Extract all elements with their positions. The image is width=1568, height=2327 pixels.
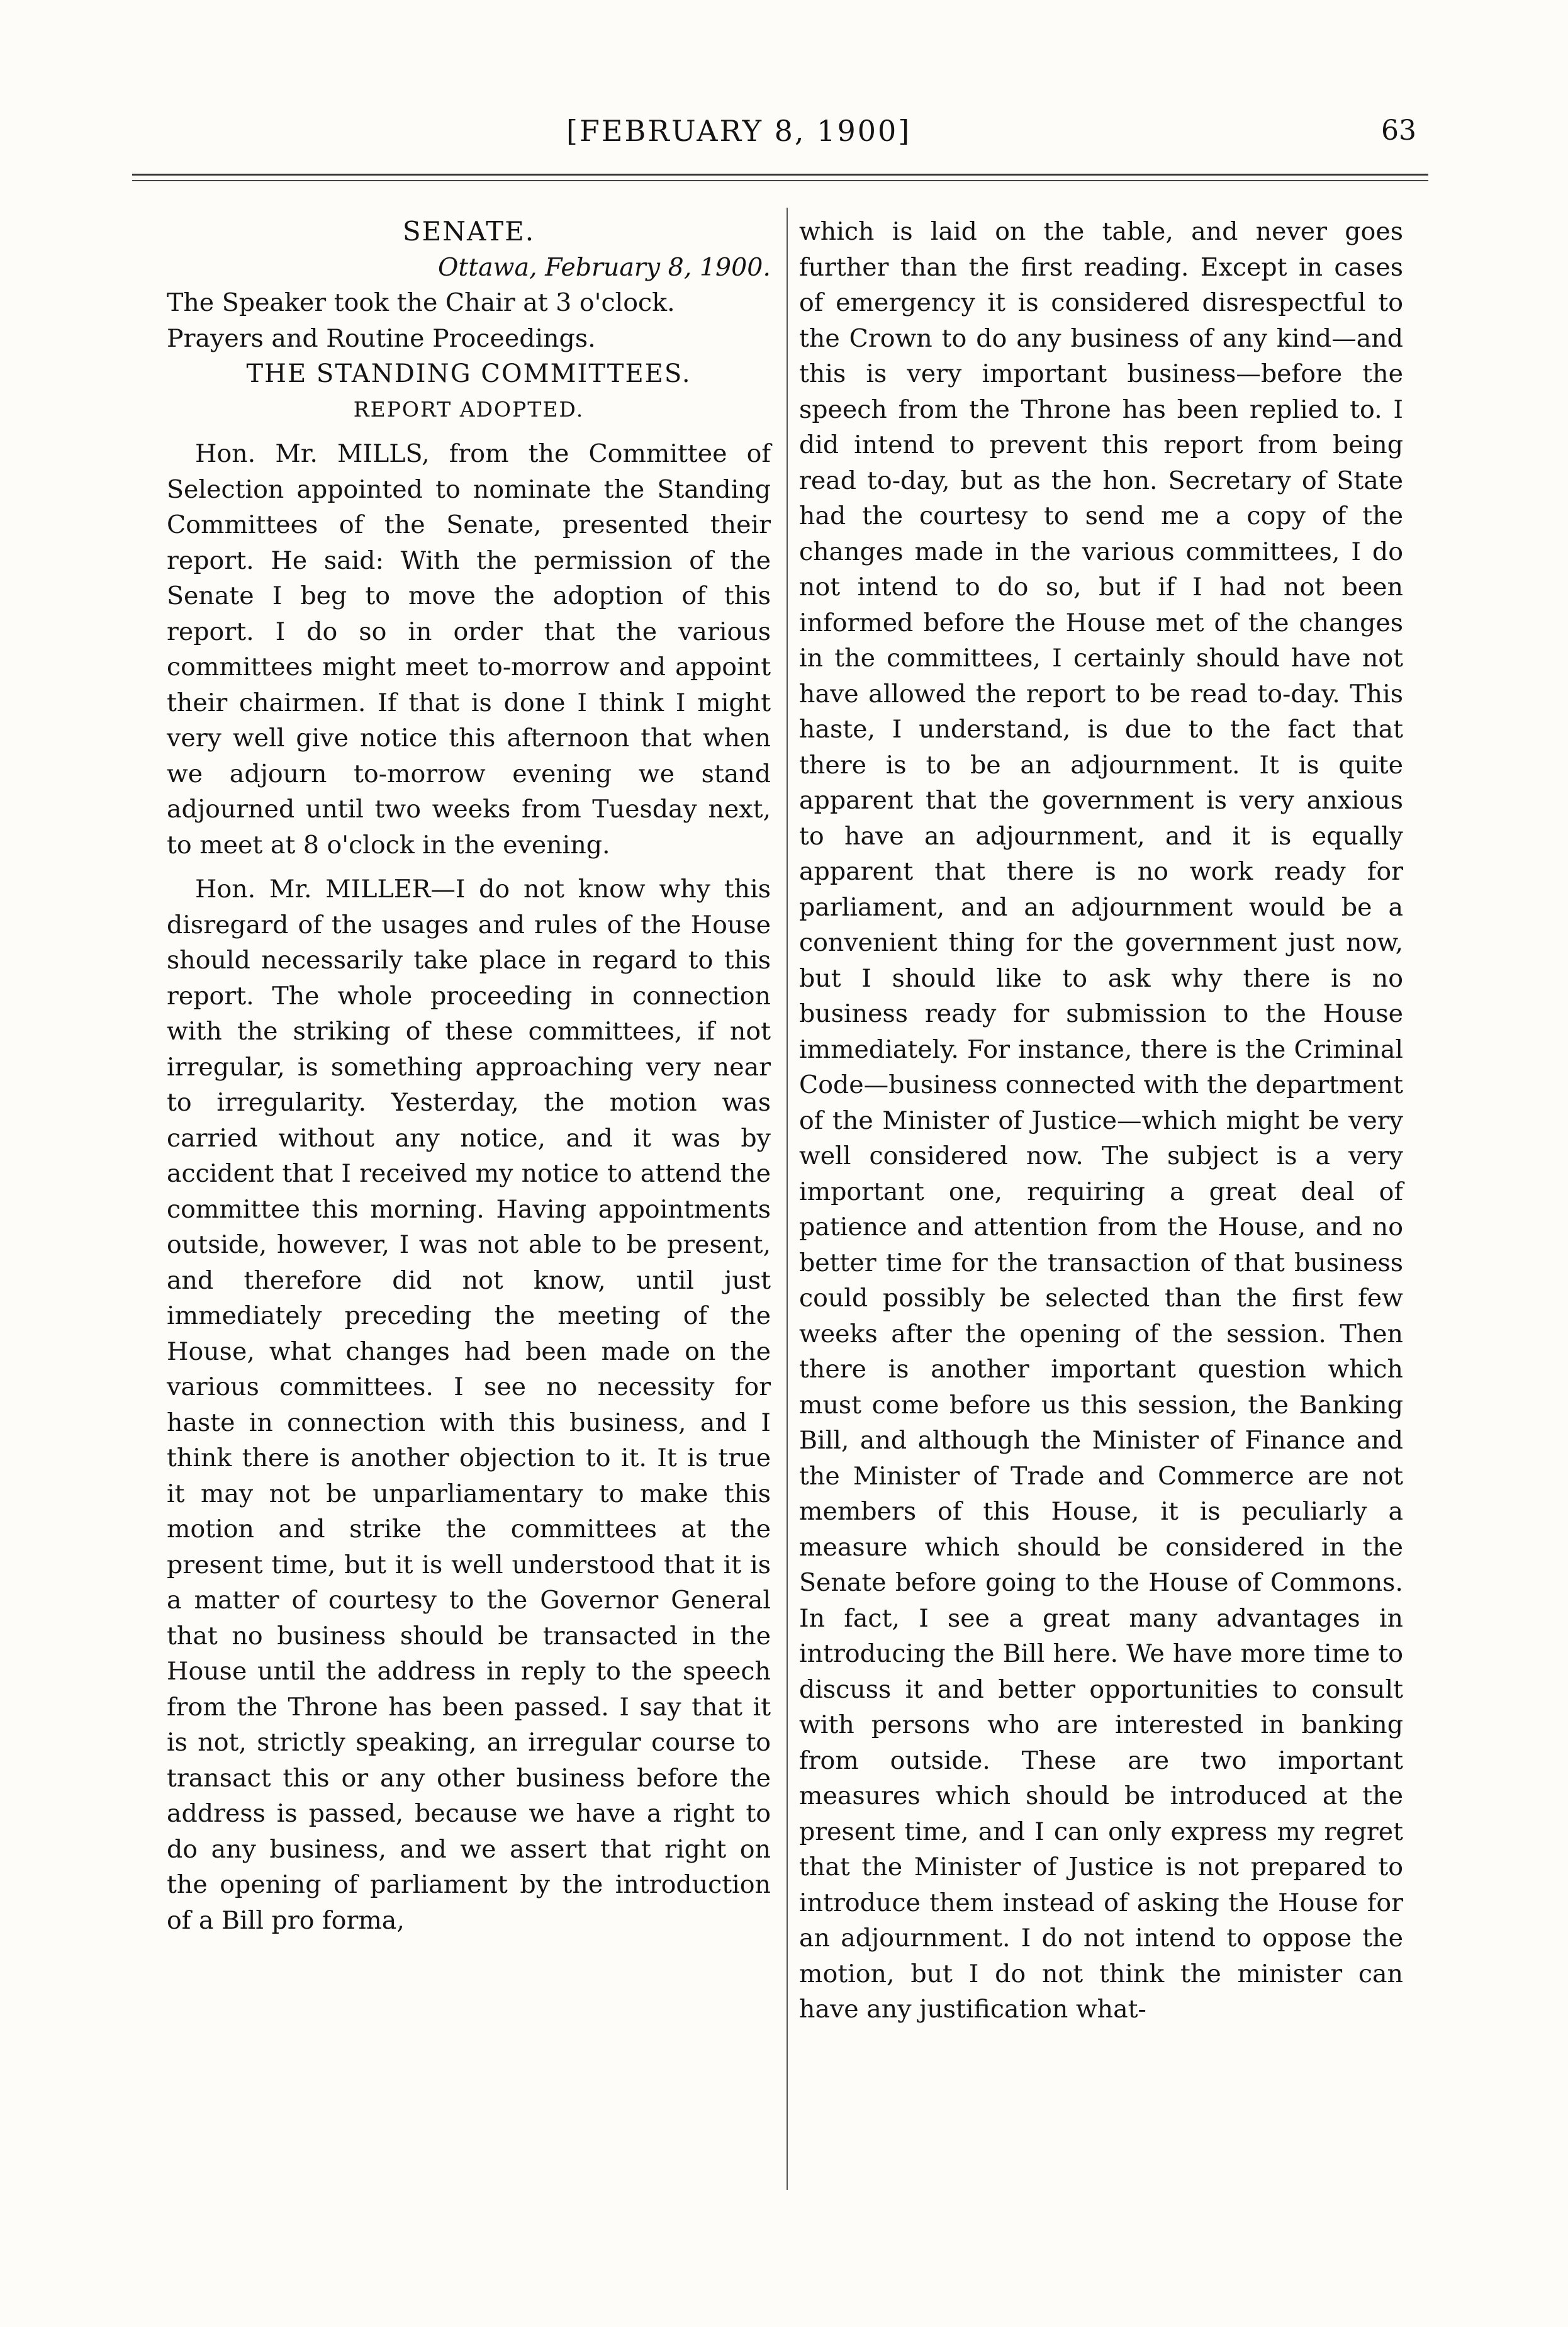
miller-continuation-paragraph: which is laid on the table, and never goes further than the first reading. Except in cases of emergency it is considered disrespectful to the Crown to do any business of any kind—and this is very important business—before the speech from the Throne has been replied to. I did intend to prevent this report from being read to-day, but as the hon. Secretary of State had the courtesy to send me a copy of the changes made in the various committees, I do not intend to do so, but if I had not been informed before the House met of the changes in the committees, I certainly should have not have allowed the report to be read to-day. This haste, I understand, is due to the fact that there is to be an adjournment. It is quite apparent that the government is very anxious to have an adjournment, and it is equally apparent that there is no work ready for parliament, and an adjournment would be a convenient thing for the government just now, but I should like to ask why there is no business ready for submission to the House immediately. For instance, there is the Criminal Code—business connected with the department of the Minister of Justice—which might be very well considered now. The subject is a very important one, requiring a great deal of patience and attention from the House, and no better time for the transaction of that business could possibly be selected than the first few weeks after the opening of the session. Then there is another important question which must come before us this session, the Banking Bill, and although the Minister of Finance and the Minister of Trade and Commerce are not members of this House, it is peculiarly a measure which should be considered in the Senate before going to the House of Commons. In fact, I see a great many advantages in introducing the Bill here. We have more time to discuss it and better opportunities to consult with persons who are interested in banking from outside. These are two important measures which should be introduced at the present time, and I can only express my regret that the Minister of Justice is not prepared to introduce them instead of asking the House for an adjournment. I do not intend to oppose the motion, but I do not think the minister can have any justification what-	[799, 217, 1403, 2024]
prayers-line: Prayers and Routine Proceedings.	[167, 323, 596, 353]
header-date: [FEBRUARY 8, 1900]	[566, 114, 912, 148]
header-rule-secondary	[132, 180, 1428, 181]
dateline: Ottawa, February 8, 1900.	[437, 252, 771, 282]
chair-line: The Speaker took the Chair at 3 o'clock.	[167, 288, 675, 317]
left-column	[167, 214, 771, 1938]
header-rule	[132, 174, 1428, 176]
column-divider	[787, 208, 788, 2190]
miller-paragraph: Hon. Mr. MILLER—I do not know why this disregard of the usages and rules of the House should necessarily take place in regard to this report. The whole proceeding in connection with the striking of these committees, if not irregular, is something approaching very near to irregularity. Yesterday, the motion was carried without any notice, and it was by accident that I received my notice to attend the committee this morning. Having appointments outside, however, I was not able to be present, and therefore did not know, until just immediately preceding the meeting of the House, what changes had been made on the various committees. I see no necessity for haste in connection with this business, and I think there is another objection to it. It is true it may not be unparliamentary to make this motion and strike the committees at the present time, but it is well understood that it is a matter of courtesy to the Governor General that no business should be transacted in the House until the address in reply to the speech from the Throne has been passed. I say that it is not, strictly speaking, an irregular course to transact this or any other business before the address is passed, because we have a right to do any business, and we assert that right on the opening of parliament by the introduction of a Bill pro forma,	[167, 875, 771, 1935]
chamber-title: SENATE.	[402, 216, 535, 247]
section-heading: THE STANDING COMMITTEES.	[246, 359, 692, 388]
right-column	[799, 214, 1403, 2027]
mills-paragraph: Hon. Mr. MILLS, from the Committee of Selection appointed to nominate the Standing Committees of the Senate, presented their report. He said: With the permission of the Senate I beg to move the adoption of this report. I do so in order that the various committees might meet to-morrow and appoint their chairmen. If that is done I think I might very well give notice this afternoon that when we adjourn to-morrow evening we stand adjourned until two weeks from Tuesday next, to meet at 8 o'clock in the evening.	[167, 439, 771, 860]
page-header	[0, 106, 1568, 156]
page-number: 63	[1381, 115, 1416, 147]
section-subheading: REPORT ADOPTED.	[353, 396, 585, 422]
